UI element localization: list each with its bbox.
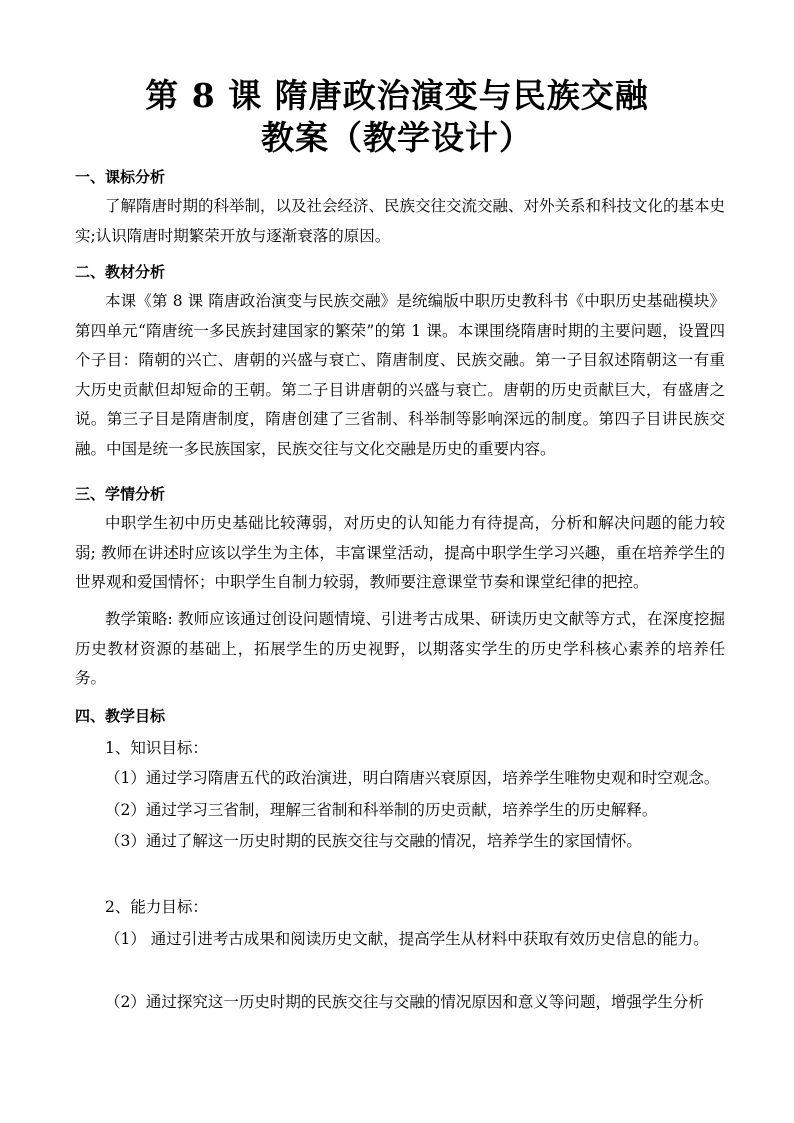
knowledge-objectives-label: 1、知识目标：	[105, 739, 208, 757]
section-heading-textbook: 二、教材分析	[75, 263, 166, 281]
teaching-strategy-text: 教学策略: 教师应该通过创设问题情境、引进考古成果、研读历史文献等方式，在深度挖掘历史教材资源的基础上，拓展学生的历史视野，以期落实学生的历史学科核心素养的培养任务。	[75, 610, 725, 687]
learner-analysis-text: 中职学生初中历史基础比较薄弱，对历史的认知能力有待提高，分析和解决问题的能力较弱; 教师在讲述时应该以学生为主体，丰富课堂活动，提高中职学生学习兴趣，重在培养学生的世界观和爱国情怀；中职学生自制力较弱，教师要注意课堂节奏和课堂纪律的把控。	[75, 514, 725, 591]
section-heading-curriculum: 一、课标分析	[75, 168, 166, 186]
document-title: 第 8 课 隋唐政治演变与民族交融	[145, 76, 649, 115]
knowledge-objective-3: （3）通过了解这一历史时期的民族交往与交融的情况，培养学生的家国情怀。	[105, 832, 642, 850]
knowledge-objective-1: （1）通过学习隋唐五代的政治演进，明白隋唐兴衰原因，培养学生唯物史观和时空观念。	[105, 769, 720, 787]
ability-objectives-label: 2、能力目标：	[105, 898, 208, 916]
curriculum-analysis-text: 了解隋唐时期的科举制，以及社会经济、民族交往交流交融、对外关系和科技文化的基本史实;认识隋唐时期繁荣开放与逐渐衰落的原因。	[75, 197, 726, 245]
ability-objective-1: （1） 通过引进考古成果和阅读历史文献，提高学生从材料中获取有效历史信息的能力。	[105, 930, 709, 948]
textbook-analysis-text: 本课《第 8 课 隋唐政治演变与民族交融》是统编版中职历史教科书《中职历史基础模块》第四单元“隋唐统一多民族封建国家的繁荣”的第 1 课。本课围绕隋唐时期的主要问题，设置四个子目：隋朝的兴亡、唐朝的兴盛与衰亡、隋唐制度、民族交融。第一子目叙述隋朝这一有重大历史贡献但却短命的王朝。第二子目讲唐朝的兴盛与衰亡。唐朝的历史贡献巨大，有盛唐之说。第三子目是隋唐制度，隋唐创建了三省制、科举制等影响深远的制度。第四子目讲民族交融。中国是统一多民族国家，民族交往与文化交融是历史的重要内容。	[75, 292, 725, 458]
knowledge-objective-2: （2）通过学习三省制，理解三省制和科举制的历史贡献，培养学生的历史解释。	[105, 801, 658, 819]
section-heading-learner: 三、学情分析	[75, 485, 166, 503]
ability-objective-2: （2）通过探究这一历史时期的民族交往与交融的情况原因和意义等问题，增强学生分析	[105, 993, 704, 1011]
section-heading-objectives: 四、教学目标	[75, 707, 166, 725]
document-subtitle: 教案（教学设计）	[261, 118, 533, 157]
